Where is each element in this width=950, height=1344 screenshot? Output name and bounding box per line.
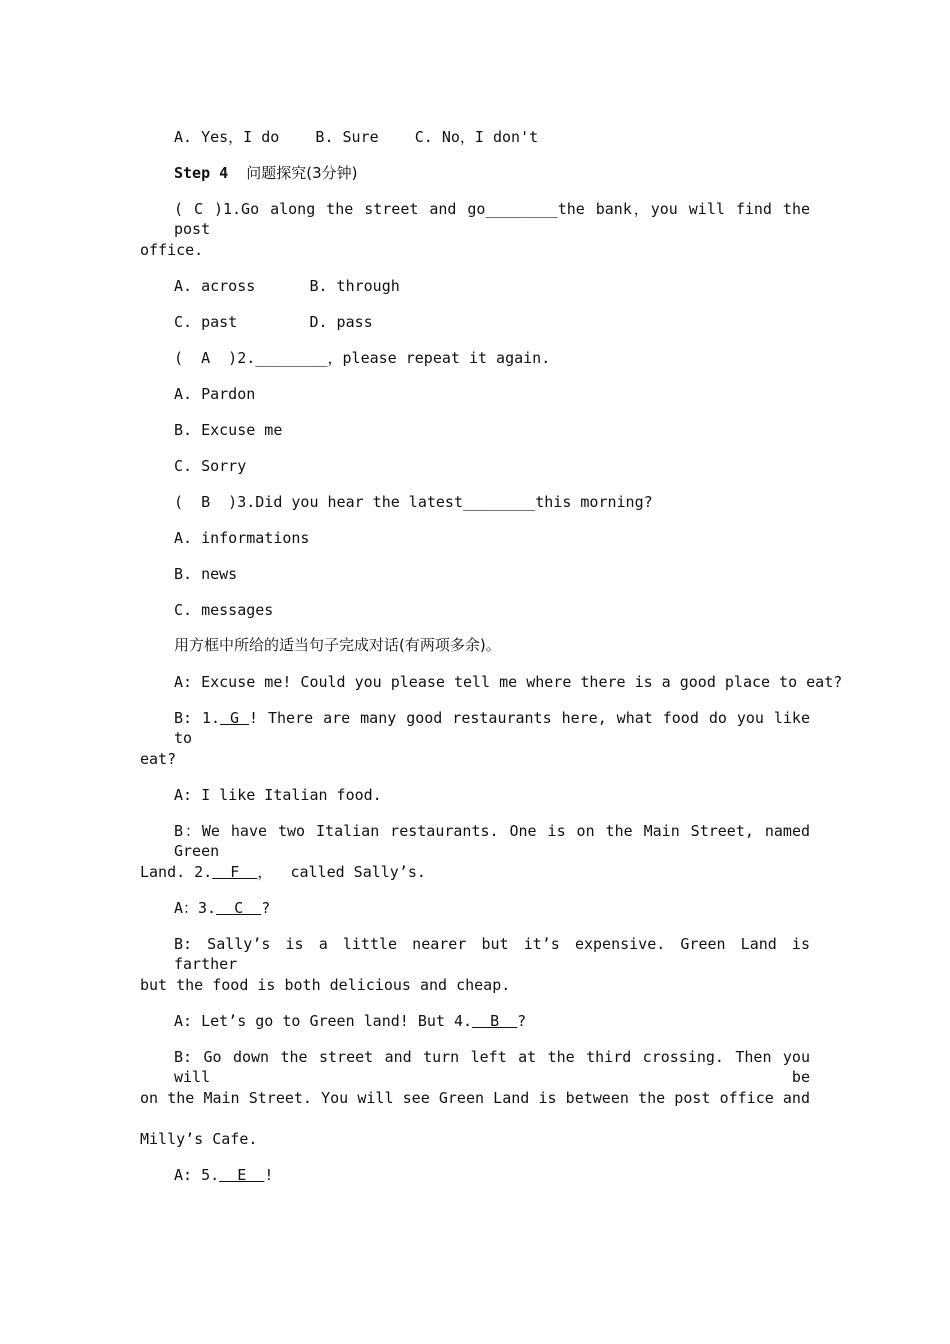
dialog-line-7 [174, 1011, 810, 1031]
dialog-line-4-text: ， called Sally’s. [257, 863, 426, 881]
dialog-line-4-cont [140, 862, 810, 882]
dialog-instruction: 用方框中所给的适当句子完成对话(有两项多余)。 [174, 636, 501, 654]
q3-stem: ( B )3.Did you hear the latest________this morning? [174, 493, 653, 511]
q1-stem: ( C )1.Go along the street and go________the bank，you will find the post [174, 200, 810, 238]
dialog-line-1: A: Excuse me! Could you please tell me where there is a good place to eat? [174, 673, 843, 691]
q3-option-b: B. news [174, 565, 238, 583]
step-heading [174, 163, 810, 183]
answer-4: B [472, 1012, 518, 1030]
q3-option-c: C. messages [174, 601, 274, 619]
dialog-line-8-cont2: Milly’s Cafe. [140, 1130, 258, 1148]
dialog-line-6: B: Sally’s is a little nearer but it’s expensive. Green Land is farther [174, 935, 810, 973]
answer-5: E [219, 1166, 265, 1184]
q3-option-a: A. informations [174, 529, 310, 547]
q2-stem: ( A )2.________，please repeat it again. [174, 349, 551, 367]
dialog-line-9-prefix: A: 5. [174, 1166, 220, 1184]
dialog-line-2-text: ! There are many good restaurants here, what food do you like to [174, 709, 810, 747]
step-title: 问题探究(3分钟) [246, 164, 358, 182]
dialog-line-2-prefix: B: 1. [174, 709, 221, 727]
dialog-line-5 [174, 898, 810, 918]
dialog-line-7-text: ? [517, 1012, 527, 1030]
dialog-line-3: A: I like Italian food. [174, 786, 382, 804]
dialog-line-2 [174, 708, 810, 747]
dialog-line-8: B: Go down the street and turn left at the third crossing. Then you will be [174, 1048, 810, 1086]
q1-stem-cont: office. [140, 241, 204, 259]
top-options: A. Yes，I do B. Sure C. No，I don't [174, 128, 539, 146]
dialog-line-9 [174, 1165, 810, 1185]
dialog-line-5-text: ? [261, 899, 271, 917]
q1-options-ab: A. across B. through [174, 277, 400, 295]
dialog-line-9-text: ! [264, 1166, 274, 1184]
dialog-line-7-prefix: A: Let’s go to Green land! But 4. [174, 1012, 473, 1030]
dialog-line-2-cont: eat? [140, 750, 177, 768]
q1-options-cd: C. past D. pass [174, 313, 373, 331]
step-label: Step 4 [174, 164, 229, 182]
dialog-line-8-cont1: on the Main Street. You will see Green Land is between the post office and [140, 1089, 810, 1107]
q2-option-a: A. Pardon [174, 385, 256, 403]
dialog-line-4-prefix: Land. 2. [140, 863, 213, 881]
answer-3: C [216, 899, 262, 917]
answer-2: F [212, 863, 258, 881]
dialog-line-5-prefix: A：3. [174, 899, 217, 917]
dialog-line-6-cont: but the food is both delicious and cheap. [140, 976, 511, 994]
q2-option-b: B. Excuse me [174, 421, 283, 439]
q2-option-c: C. Sorry [174, 457, 247, 475]
answer-1: G [220, 709, 250, 727]
dialog-line-4: B：We have two Italian restaurants. One is on the Main Street, named Green [174, 822, 810, 860]
